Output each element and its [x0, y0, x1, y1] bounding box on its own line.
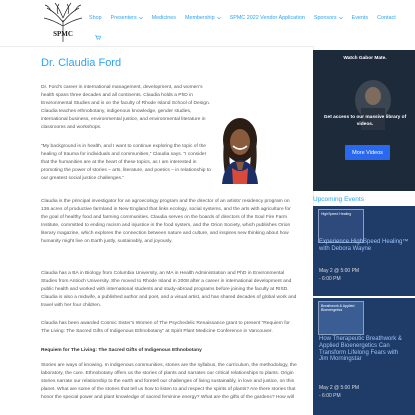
upcoming-events-heading: Upcoming Events — [313, 196, 364, 203]
portrait-photo — [214, 112, 266, 184]
bio-paragraph-3: Claudia is the principal investigator for an agroecology program and the director of an artists’ residency program on 136 acres of productive farmland in New England that links ecology, social systems, and the arts with agriculture for the goal of healthy food and farming communities. Claudia serves on the boards of directors of the Soul Fire Farm Institute, committed to ending racism and injustice in the food system, and the Orion Society, which publishes Orion literary magazine, which explores the connection between nature and culture, and inspires new thinking about how humanity might live on Earth justly, sustainably, and joyously. — [41, 199, 291, 244]
event-thumbnail[interactable] — [318, 209, 364, 243]
nav-sponsors[interactable]: Sponsors — [314, 15, 343, 21]
bio-paragraph-5: Claudia has been awarded Cosmic Sister’s Women of The Psychedelic Renaissance grant to present “Requiem for The Living: The Sacred Gifts of Indigenous Ethnobotany” at Spirit Plant Medicine Conference in Vancouver. — [41, 321, 290, 334]
nav-vendor-application[interactable]: SPMC 2022 Vendor Application — [229, 15, 305, 21]
nav-membership[interactable]: Membership — [185, 15, 221, 21]
event-thumb-text: HighSpeed Healing — [321, 212, 352, 216]
nav-events[interactable]: Events — [351, 15, 369, 21]
section-subheading: Requiem for The Living: The Sacred Gifts of Indigenous Ethnobotany — [41, 348, 202, 353]
event-thumb-text: Breathwork & Applied Bioenergetics — [321, 304, 355, 312]
chevron-down-icon — [339, 16, 343, 20]
more-videos-button[interactable]: More Videos — [345, 145, 390, 160]
spmc-logo[interactable] — [41, 2, 85, 42]
event-date — [319, 268, 409, 283]
event-card-2[interactable] — [313, 298, 415, 415]
nav-medicines[interactable]: Medicines — [151, 15, 176, 21]
site-header — [0, 0, 415, 46]
nav-presenters[interactable]: Presenters — [111, 15, 143, 21]
page-title: Dr. Claudia Ford — [41, 57, 122, 69]
cart-icon[interactable] — [95, 35, 101, 40]
main-nav — [89, 15, 405, 21]
nav-contact[interactable]: Contact — [377, 15, 396, 21]
event-title[interactable]: How Therapeutic Breathwork & Applied Bioenergetics Can Transform Lifelong Fears with Jim Morningstar — [319, 336, 402, 363]
event-thumbnail[interactable] — [318, 301, 364, 335]
event-date-start: May 2 @ 5:00 PM — [319, 268, 360, 274]
event-title[interactable]: Experience HighSpeed Healing™ with Debora Wayne — [319, 239, 409, 252]
nav-shop[interactable]: Shop — [89, 15, 102, 21]
svg-text:SPMC: SPMC — [53, 30, 73, 38]
event-date-end: - 6:00 PM — [319, 275, 341, 282]
bio-paragraph-4: Claudia has a BA in Biology from Columbia University, an MA in Health Administration and PhD in Environmental Studies from Antioch University. She moved to Rhode Island in 2008 after a career in international development and public health and worked with international students and study-abroad programs before joining the faculty at RISD. Claudia is also a midwife, a published author and poet, and a visual artist, and has shared decades of global work and travel with her four children. — [41, 271, 297, 308]
chevron-down-icon — [217, 16, 221, 20]
video-caption: Watch Gabor Mate. — [343, 56, 387, 61]
event-date-end: - 6:00 PM — [319, 392, 341, 399]
event-card-1[interactable] — [313, 206, 415, 296]
bio-paragraph-2: “My background is in health, and I want to continue exploring the topic of the healing of trauma for individuals and communities,” Claudia says. “I consider that the humanities are at the heart of these topics, as I am interested in promoting the power of stories – arts, literature, and poetics – in relationship to our greatest social justice challenges.” — [41, 144, 211, 181]
bio-paragraph-1: Dr. Ford’s career in international management, development, and women’s health spans three decades and all continents. Claudia holds a PhD in Environmental Studies and is on the faculty of Rhode Island School of Design. Claudia teaches ethnobotany, indigenous knowledge, gender studies, international business, environmental justice, and environmental literature in classrooms and workshops. — [41, 85, 211, 130]
chevron-down-icon — [139, 16, 143, 20]
event-date-start: May 2 @ 5:00 PM — [319, 385, 360, 391]
event-date — [319, 385, 409, 400]
bio-paragraph-6: Stories are ways of knowing. In indigenous communities, stories are the syllabus, the curriculum, the methodology, the laboratory, the cure. Ethnobotany offers us the stories of plants and narrates our critical relationships to plants. Origin stories narrate our relationship to the earth and foretell our challenges of living sustainably, in love and justice, on this planet. What are some of the stories that tell us how to listen to and respect the spirits of plants? Are there stories that honor the special power and plant knowledge of sacred feminine energy? What are the gifts of the gardens? How will — [41, 363, 297, 400]
video-cta-text: Get access to our massive library of videos. — [323, 115, 407, 127]
